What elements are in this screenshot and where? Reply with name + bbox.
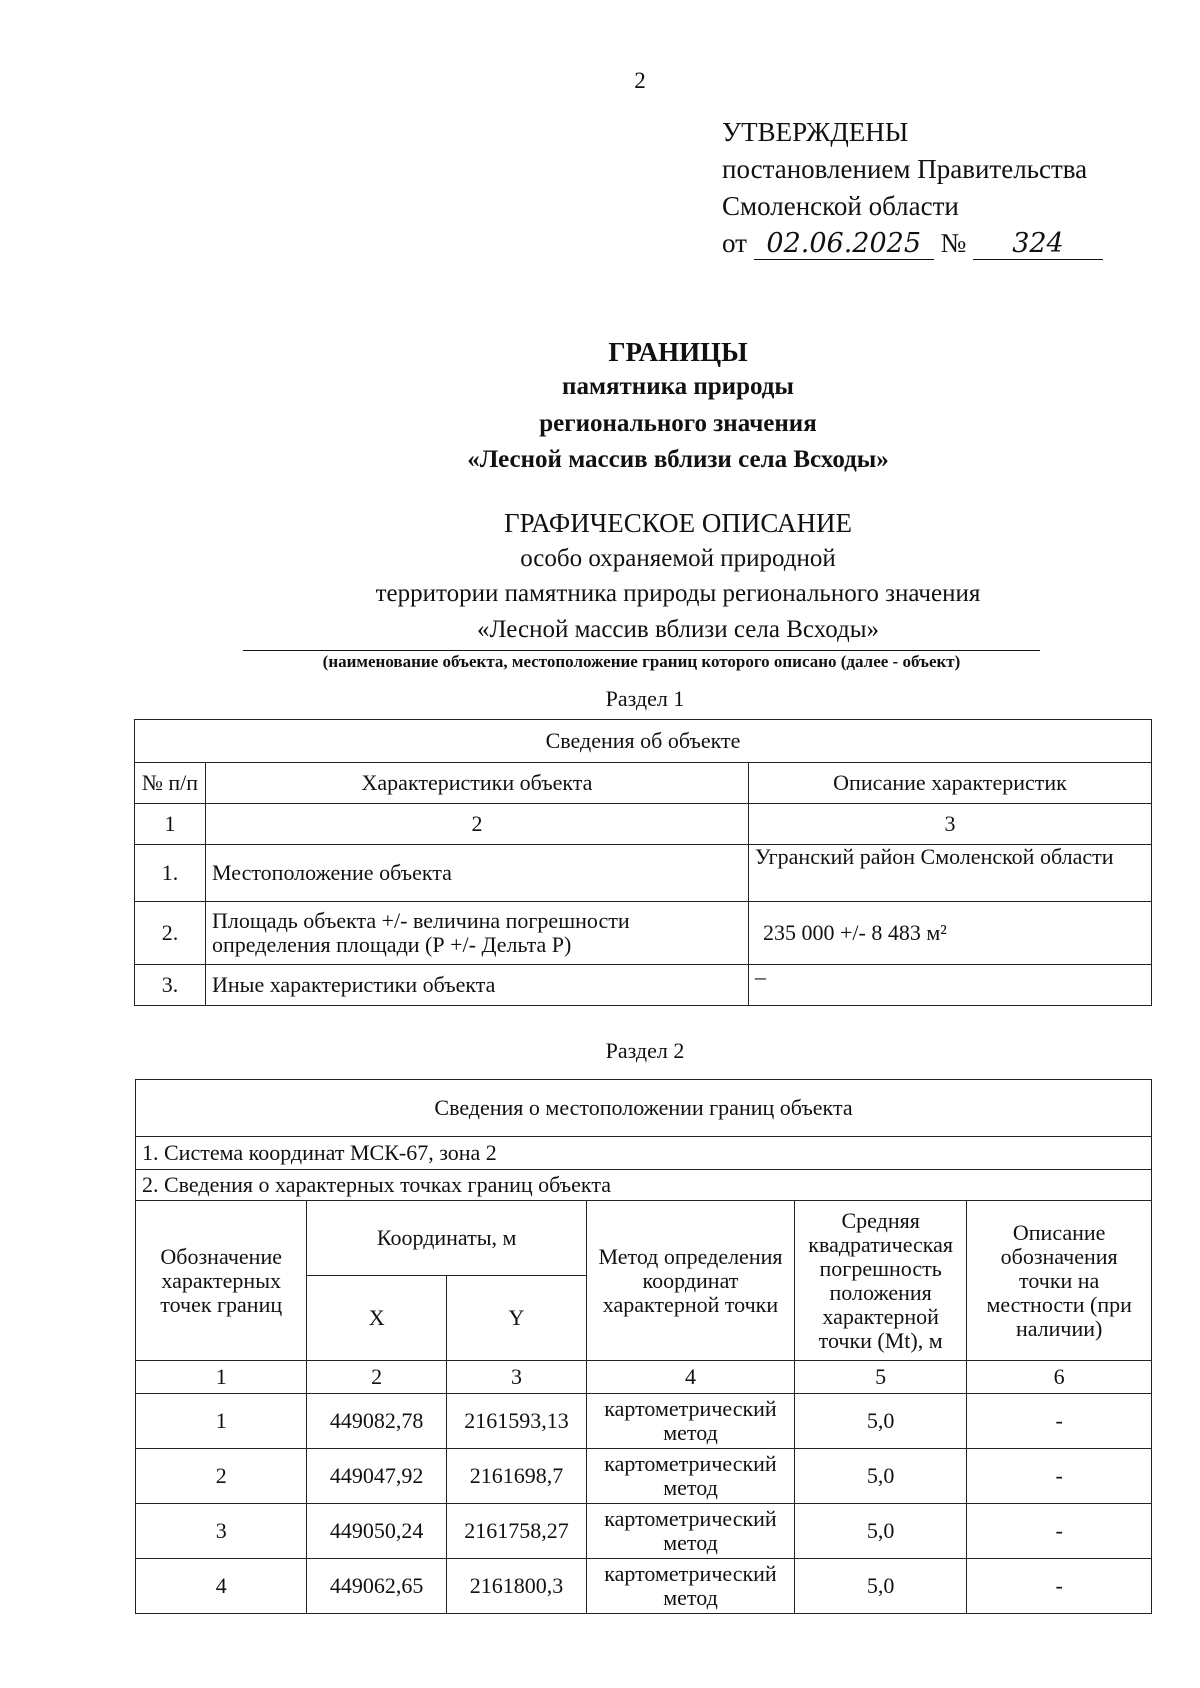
graphic-line-2: особо охраняемой природной xyxy=(520,545,836,572)
row-value: – xyxy=(749,965,1152,1006)
col-characteristics-header: Характеристики объекта xyxy=(206,763,749,804)
row-value: 235 000 +/- 8 483 м² xyxy=(749,902,1152,965)
point-method: картометрический метод xyxy=(586,1394,794,1449)
boundary-header: Сведения о местоположении границ объекта xyxy=(136,1080,1152,1137)
point-error: 5,0 xyxy=(794,1559,966,1614)
number-sign: № xyxy=(940,228,967,258)
row-characteristic: Иные характеристики объекта xyxy=(206,965,749,1006)
col-index-3: 3 xyxy=(446,1361,586,1394)
col-index-2: 2 xyxy=(206,804,749,845)
row-number: 1. xyxy=(135,845,206,902)
caption-underline xyxy=(243,650,1040,651)
col-index-4: 4 xyxy=(586,1361,794,1394)
coordinate-system: 1. Система координат МСК-67, зона 2 xyxy=(136,1137,1152,1170)
col-index-6: 6 xyxy=(967,1361,1152,1394)
doc-subtitle-2: регионального значения xyxy=(539,410,817,437)
row-characteristic: Местоположение объекта xyxy=(206,845,749,902)
col-y-header: Y xyxy=(446,1276,586,1361)
approval-issuer: постановлением Правительства xyxy=(722,154,1088,184)
col-coordinates-header: Координаты, м xyxy=(307,1201,587,1276)
col-error-header: Средняя квадратическая погрешность положения характерной точки (Mt), м xyxy=(794,1201,966,1361)
point-description: - xyxy=(967,1559,1152,1614)
approval-region: Смоленской области xyxy=(722,191,959,221)
row-number: 2. xyxy=(135,902,206,965)
point-error: 5,0 xyxy=(794,1504,966,1559)
graphic-caption: (наименование объекта, местоположение границ которого описано (далее - объект) xyxy=(322,652,961,671)
table-row xyxy=(136,1504,1152,1559)
table-row xyxy=(136,1449,1152,1504)
point-y: 2161593,13 xyxy=(446,1394,586,1449)
col-description-header: Описание характеристик xyxy=(749,763,1152,804)
from-prefix: от xyxy=(722,228,747,258)
point-description: - xyxy=(967,1394,1152,1449)
col-method-header: Метод определения координат характерной точки xyxy=(586,1201,794,1361)
doc-subtitle-3: «Лесной массив вблизи села Всходы» xyxy=(467,446,889,473)
col-index-1: 1 xyxy=(135,804,206,845)
table-row xyxy=(136,1394,1152,1449)
graphic-line-3: территории памятника природы регионального значения xyxy=(375,580,981,607)
handwritten-number: 324 xyxy=(973,229,1103,260)
point-x: 449050,24 xyxy=(307,1504,447,1559)
col-index-2: 2 xyxy=(307,1361,447,1394)
table-row xyxy=(135,965,1152,1006)
graphic-line-4: «Лесной массив вблизи села Всходы» xyxy=(476,616,879,643)
table-row xyxy=(136,1559,1152,1614)
approval-date-line xyxy=(722,225,1103,262)
point-id: 1 xyxy=(136,1394,307,1449)
point-y: 2161758,27 xyxy=(446,1504,586,1559)
points-title: 2. Сведения о характерных точках границ объекта xyxy=(136,1170,1152,1201)
col-index-1: 1 xyxy=(136,1361,307,1394)
boundary-points-table xyxy=(135,1079,1152,1614)
handwritten-date: 02.06.2025 xyxy=(754,229,934,260)
doc-subtitle-1: памятника природы xyxy=(562,373,794,400)
point-description: - xyxy=(967,1504,1152,1559)
point-id: 4 xyxy=(136,1559,307,1614)
point-y: 2161698,7 xyxy=(446,1449,586,1504)
col-description-header: Описание обозначения точки на местности (при наличии) xyxy=(967,1201,1152,1361)
point-method: картометрический метод xyxy=(586,1449,794,1504)
point-error: 5,0 xyxy=(794,1449,966,1504)
row-number: 3. xyxy=(135,965,206,1006)
point-method: картометрический метод xyxy=(586,1559,794,1614)
approval-block xyxy=(722,114,1103,262)
point-x: 449062,65 xyxy=(307,1559,447,1614)
point-id: 3 xyxy=(136,1504,307,1559)
col-index-5: 5 xyxy=(794,1361,966,1394)
point-id: 2 xyxy=(136,1449,307,1504)
point-y: 2161800,3 xyxy=(446,1559,586,1614)
point-x: 449047,92 xyxy=(307,1449,447,1504)
approval-title: УТВЕРЖДЕНЫ xyxy=(722,117,909,147)
section-2-label: Раздел 2 xyxy=(605,1038,685,1063)
row-characteristic: Площадь объекта +/- величина погрешности определения площади (Р +/- Дельта Р) xyxy=(206,902,749,965)
doc-title: ГРАНИЦЫ xyxy=(608,337,748,367)
page-number: 2 xyxy=(634,68,646,93)
row-value: Угранский район Смоленской области xyxy=(749,845,1152,902)
point-method: картометрический метод xyxy=(586,1504,794,1559)
graphic-title: ГРАФИЧЕСКОЕ ОПИСАНИЕ xyxy=(503,508,853,538)
point-x: 449082,78 xyxy=(307,1394,447,1449)
col-index-3: 3 xyxy=(749,804,1152,845)
section-1-label: Раздел 1 xyxy=(605,686,685,711)
col-x-header: X xyxy=(307,1276,447,1361)
object-info-table xyxy=(134,719,1152,1006)
col-number-header: № п/п xyxy=(135,763,206,804)
point-description: - xyxy=(967,1449,1152,1504)
col-designation-header: Обозначение характерных точек границ xyxy=(136,1201,307,1361)
point-error: 5,0 xyxy=(794,1394,966,1449)
object-info-header: Сведения об объекте xyxy=(135,720,1152,763)
table-row xyxy=(135,845,1152,902)
table-row xyxy=(135,902,1152,965)
